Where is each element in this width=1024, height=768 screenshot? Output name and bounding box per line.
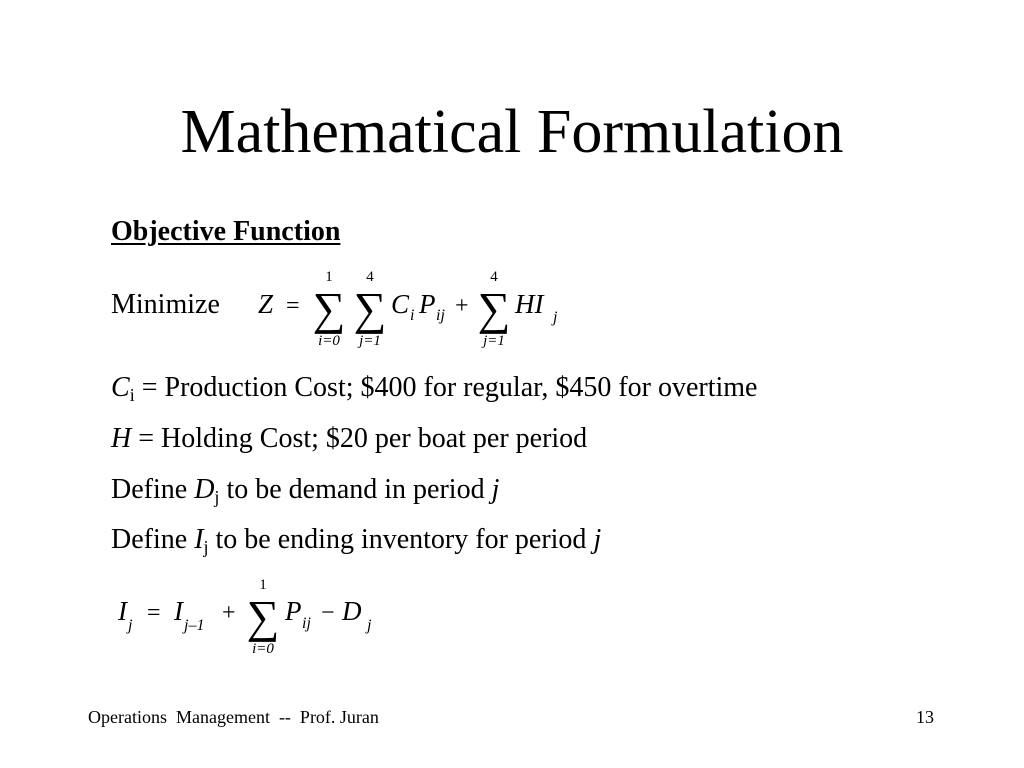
demand-variable: D — [342, 596, 362, 626]
cost-variable: C — [391, 289, 410, 319]
holding-inventory-subscript: j — [553, 309, 558, 326]
line-period-variable: j — [593, 524, 602, 555]
equals-sign: = — [286, 293, 300, 319]
line-subscript: j — [203, 537, 209, 557]
line-text: to be demand in period — [219, 474, 492, 505]
section-heading: Objective Function — [111, 216, 341, 247]
previous-inventory-variable: I — [174, 596, 183, 626]
sum-j-lower-limit: j=1 — [359, 333, 381, 349]
slide-title: Mathematical Formulation — [180, 98, 844, 166]
production-variable: P — [285, 596, 302, 626]
line-subscript: j — [214, 487, 220, 507]
minimize-label: Minimize — [111, 289, 220, 320]
plus-sign: + — [455, 293, 469, 319]
line-text: = Holding Cost; $20 per boat per period — [131, 423, 588, 454]
inventory-subscript: j — [128, 617, 133, 634]
production-subscript: ij — [302, 615, 311, 632]
summation-holding-icon: ∑ — [477, 283, 511, 334]
production-variable: P — [419, 289, 436, 319]
sum-holding-lower-limit: j=1 — [483, 333, 505, 349]
production-subscript: ij — [436, 307, 445, 324]
sum-holding-upper-limit: 4 — [490, 269, 498, 285]
objective-variable: Z — [258, 289, 274, 319]
line-variable: I — [194, 524, 204, 555]
holding-inventory-variable: HI — [515, 289, 544, 319]
sum-lower-limit: i=0 — [252, 641, 274, 657]
sum-upper-limit: 1 — [259, 577, 267, 593]
cost-subscript: i — [410, 307, 415, 324]
sum-j-upper-limit: 4 — [366, 269, 374, 285]
line-variable: C — [111, 372, 130, 403]
summation-icon: ∑ — [246, 591, 280, 642]
minus-sign: − — [321, 600, 335, 626]
line-subscript: i — [129, 385, 135, 405]
line-period-variable: j — [491, 474, 500, 505]
inventory-variable: I — [118, 596, 127, 626]
line-prefix: Define — [111, 524, 195, 555]
line-prefix: Define — [111, 474, 195, 505]
summation-i-icon: ∑ — [312, 283, 346, 334]
previous-inventory-subscript: j–1 — [184, 617, 205, 634]
line-variable: H — [111, 423, 132, 454]
plus-sign: + — [222, 600, 236, 626]
footer-course-label: Operations Management -- Prof. Juran — [88, 707, 379, 727]
line-variable: D — [194, 474, 215, 505]
sum-i-upper-limit: 1 — [325, 269, 333, 285]
equals-sign: = — [147, 600, 161, 626]
demand-subscript: j — [367, 617, 372, 634]
summation-j-icon: ∑ — [353, 283, 387, 334]
sum-i-lower-limit: i=0 — [318, 333, 340, 349]
line-text: to be ending inventory for period — [208, 524, 594, 555]
slide-number: 13 — [916, 707, 934, 727]
line-text: = Production Cost; $400 for regular, $450 for overtime — [134, 372, 758, 403]
